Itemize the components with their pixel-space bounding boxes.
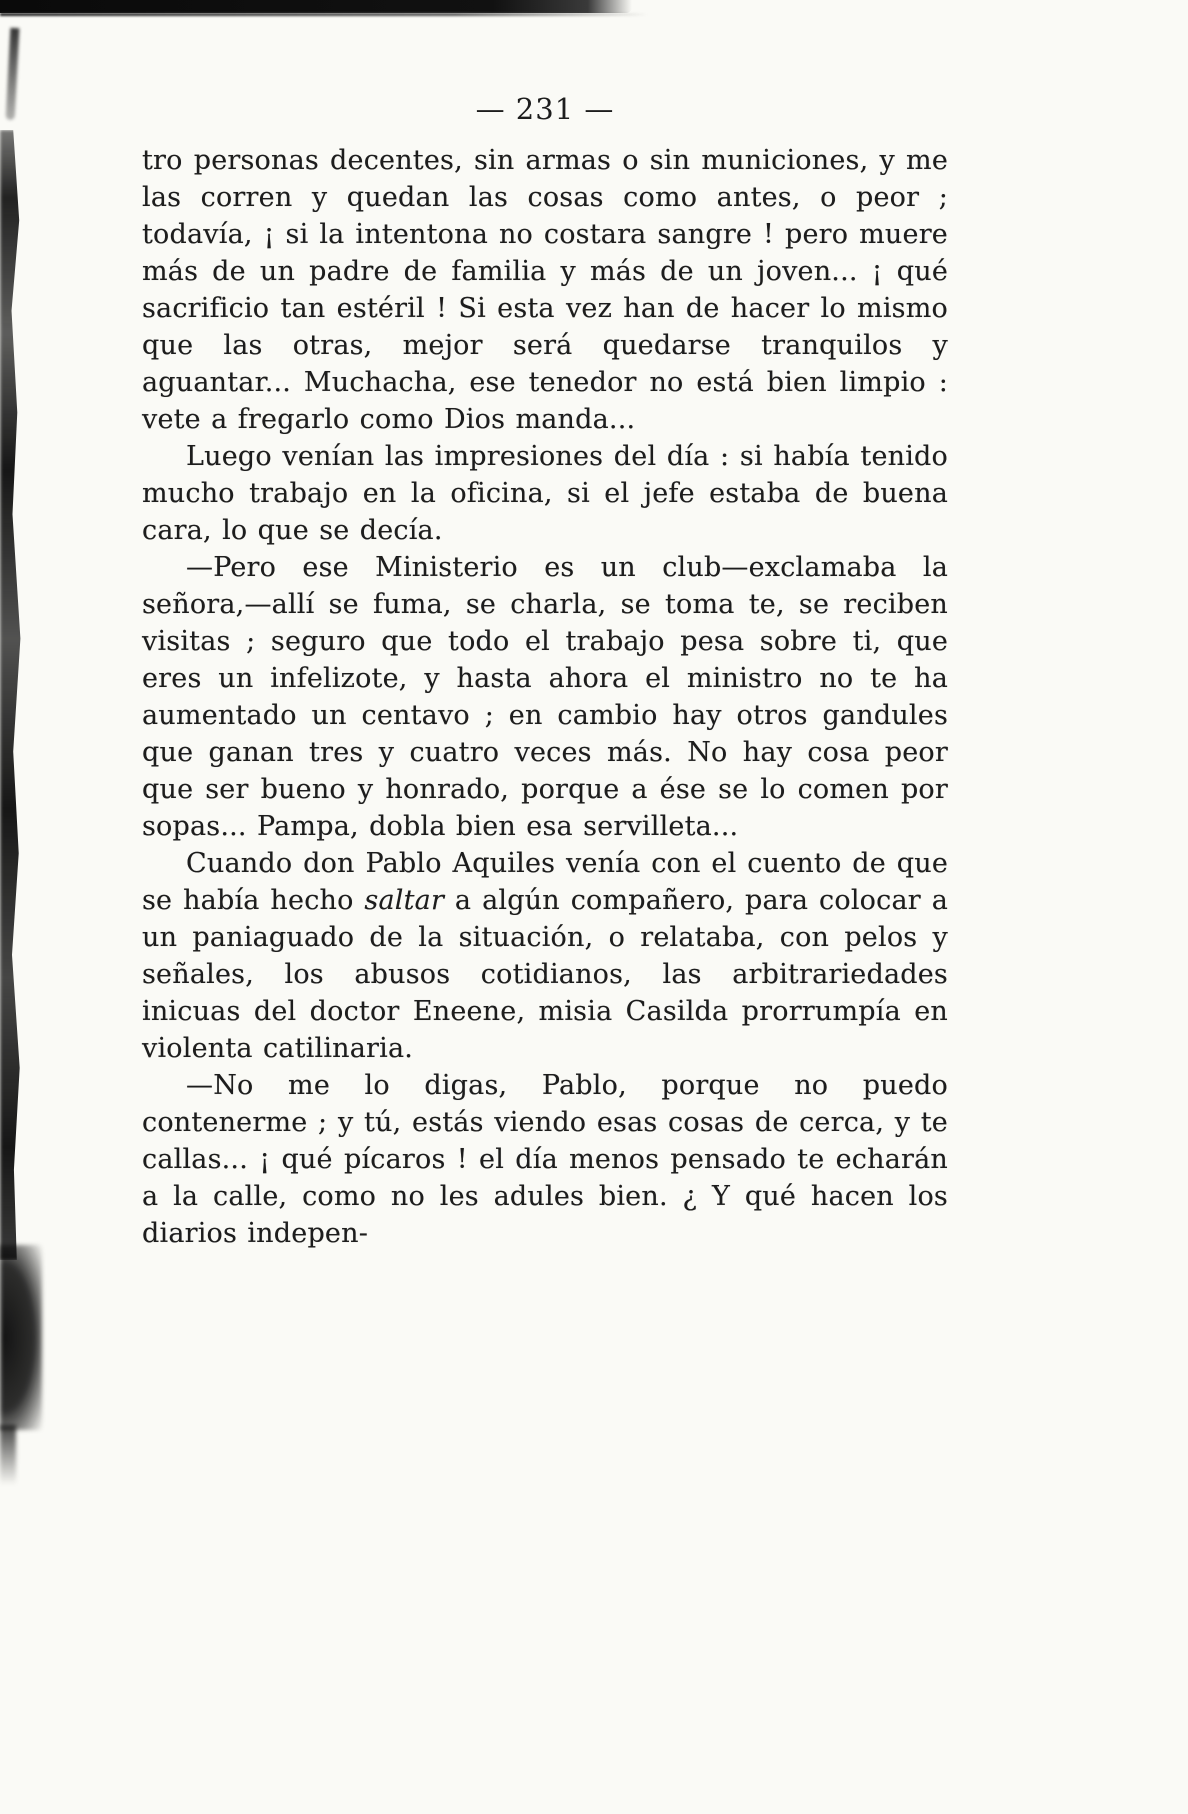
page-number: — 231 — [475, 92, 615, 126]
text-segment: —No me lo digas, Pablo, porque no puedo contenerme ; y tú, estás viendo esas cosas de cerca, y te callas... ¡ qué pícaros ! el día menos pensado te echarán a la calle, como no les adules bien. ¿ Y qué hacen los diarios indepen- [142, 1070, 948, 1249]
text-segment: Cuando don Pablo Aquiles venía con el cuento de que se había hecho [142, 848, 948, 916]
scan-top-edge-line [0, 13, 648, 16]
text-segment: —Pero ese Ministerio es un club—exclamaba la señora,—allí se fuma, se charla, se toma te, se reciben visitas ; seguro que todo el trabajo pesa sobre ti, que eres un infelizote, y hasta ahora el ministro no te ha aumentado un centavo ; en cambio hay otros gandules que ganan tres y cuatro veces más. No hay cosa peor que ser bueno y honrado, porque a ése se lo comen por sopas... Pampa, dobla bien esa servilleta... [142, 552, 948, 842]
scan-binding-shadow [0, 130, 24, 1260]
scan-binding-blob [0, 1245, 42, 1430]
paragraph [142, 438, 948, 549]
text-segment: Luego venían las impresiones del día : si había tenido mucho trabajo en la oficina, si el jefe estaba de buena cara, lo que se decía. [142, 441, 948, 546]
scan-binding-mark-top [6, 28, 20, 120]
paragraph [142, 549, 948, 845]
paragraph [142, 1067, 948, 1252]
paragraph [142, 845, 948, 1067]
text-segment: a algún compañero, para colocar a un paniaguado de la situación, o relataba, con pelos y señales, los abusos cotidianos, las arbitrariedades inicuas del doctor Eneene, misia Casilda prorrumpía en violenta catilinaria. [142, 885, 948, 1064]
scan-top-edge-shadow [0, 0, 632, 13]
text-block [142, 92, 948, 1252]
text-segment: tro personas decentes, sin armas o sin municiones, y me las corren y quedan las cosas como antes, o peor ; todavía, ¡ si la intentona no costara sangre ! pero muere más de un padre de familia y más de un joven... ¡ qué sacrificio tan estéril ! Si esta vez han de hacer lo mismo que las otras, mejor será quedarse tranquilos y aguantar... Muchacha, ese tenedor no está bien limpio : vete a fregarlo como Dios manda... [142, 145, 948, 435]
body-text [142, 142, 948, 1252]
scan-binding-tail [0, 1425, 16, 1485]
italic-word: saltar [364, 885, 445, 916]
paragraph [142, 142, 948, 438]
